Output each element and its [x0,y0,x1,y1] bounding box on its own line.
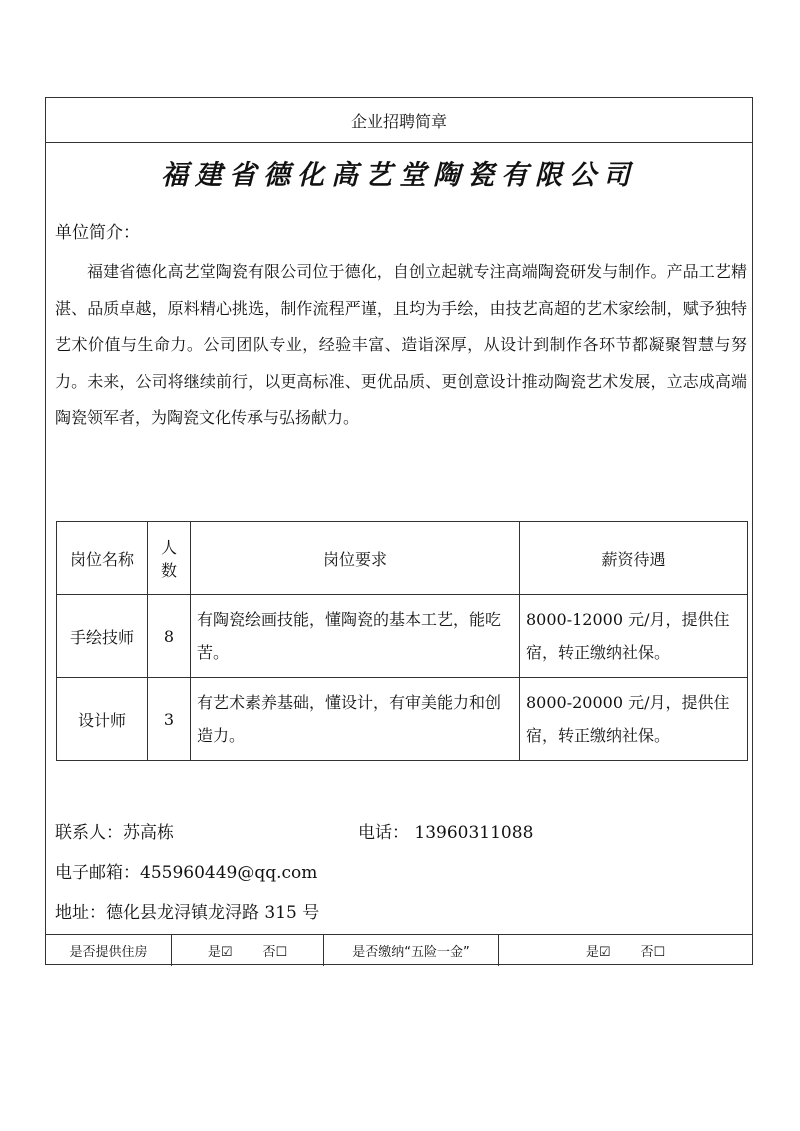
contact-line-1 [55,818,534,843]
job-requirements: 有陶瓷绘画技能，懂陶瓷的基本工艺，能吃苦。 [191,595,520,678]
job-count: 3 [148,678,191,761]
insurance-options [499,935,752,966]
job-position: 手绘技师 [57,595,148,678]
header-count: 人数 [148,522,191,595]
jobs-header-row [57,522,748,595]
job-count: 8 [148,595,191,678]
housing-options [172,935,324,966]
insurance-no-checkbox[interactable]: 否☐ [640,945,666,960]
table-row [57,595,748,678]
table-row [57,678,748,761]
insurance-yes-checkbox[interactable]: 是☑ [585,945,611,960]
contact-email: 电子邮箱：455960449@qq.com [55,863,318,883]
header-salary: 薪资待遇 [520,522,748,595]
header-position: 岗位名称 [57,522,148,595]
housing-no-checkbox[interactable]: 否☐ [262,945,288,960]
form-title [46,98,752,143]
housing-label: 是否提供住房 [46,935,172,966]
jobs-table [56,521,748,761]
header-requirements: 岗位要求 [191,522,520,595]
contact-person: 联系人：苏高栋 [55,823,174,843]
job-salary: 8000-20000 元/月，提供住宿，转正缴纳社保。 [520,678,748,761]
intro-text: 福建省德化高艺堂陶瓷有限公司位于德化，自创立起就专注高端陶瓷研发与制作。产品工艺精湛、品质卓越，原料精心挑选，制作流程严谨，且均为手绘，由技艺高超的艺术家绘制，赋予独特艺术价值与生命力。公司团队专业，经验丰富、造诣深厚，从设计到制作各环节都凝聚智慧与努力。未来，公司将继续前行，以更高标准、更优品质、更创意设计推动陶瓷艺术发展，立志成高端陶瓷领军者，为陶瓷文化传承与弘扬献力。 [55,262,747,427]
recruitment-form [45,97,753,965]
company-name: 福建省德化高艺堂陶瓷有限公司 [161,160,637,191]
form-title-text: 企业招聘简章 [350,111,447,131]
contact-address: 地址：德化县龙浔镇龙浔路 315 号 [55,903,320,923]
insurance-label: 是否缴纳“五险一金” [324,935,499,966]
benefits-row [46,934,752,966]
intro-label: 单位简介： [55,223,140,243]
housing-yes-checkbox[interactable]: 是☑ [207,945,233,960]
job-salary: 8000-12000 元/月，提供住宿，转正缴纳社保。 [520,595,748,678]
job-requirements: 有艺术素养基础，懂设计，有审美能力和创造力。 [191,678,520,761]
job-position: 设计师 [57,678,148,761]
contact-phone: 电话： 13960311088 [358,823,534,843]
